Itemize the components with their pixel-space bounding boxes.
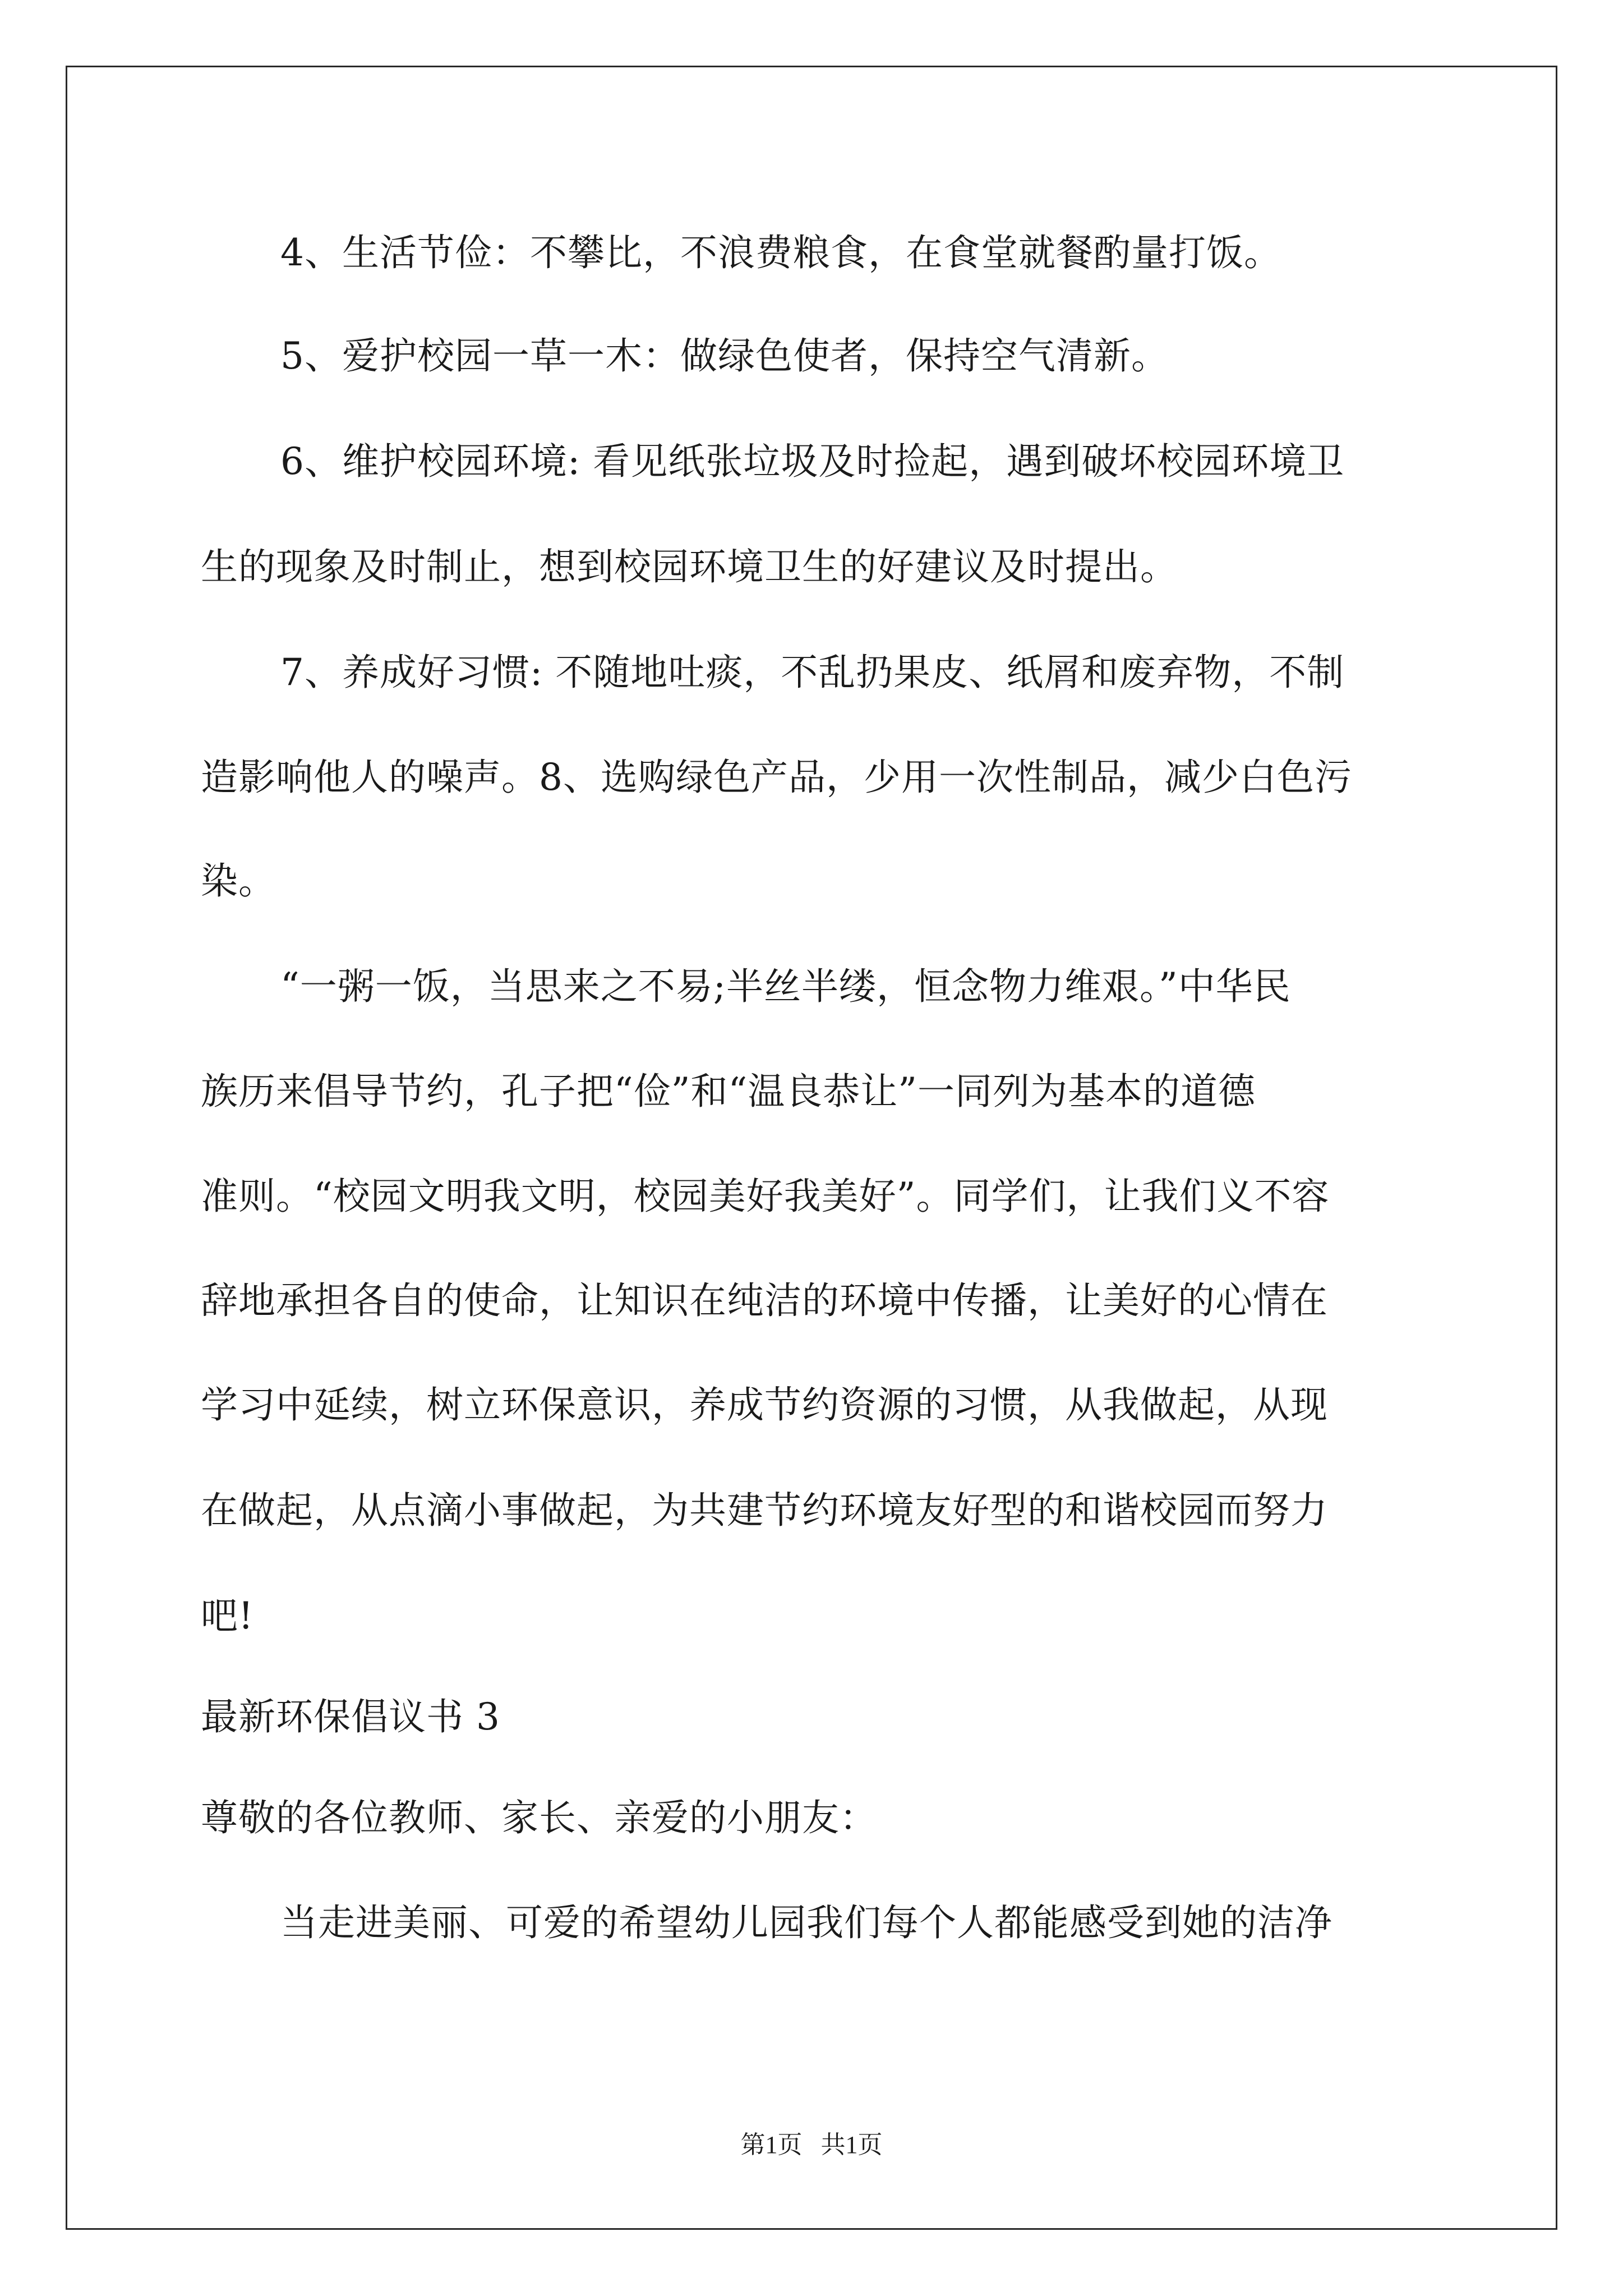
text-line-10: 准则。“校园文明我文明，校园美好我美好”。同学们，让我们义不容	[201, 1175, 1330, 1218]
text-line-4: 生的现象及时制止，想到校园环境卫生的好建议及时提出。	[201, 545, 1178, 588]
salutation-line: 尊敬的各位教师、家长、亲爱的小朋友：	[201, 1796, 877, 1839]
text-line-12: 学习中延续，树立环保意识，养成节约资源的习惯，从我做起，从现	[201, 1383, 1328, 1427]
text-line-7: 染。	[201, 859, 276, 903]
text-line-6: 造影响他人的噪声。8、选购绿色产品，少用一次性制品，减少白色污	[201, 756, 1352, 799]
page-footer: 第1页 共1页	[740, 2131, 883, 2159]
text-line-5: 7、养成好习惯: 不随地吐痰，不乱扔果皮、纸屑和废弃物，不制	[280, 651, 1345, 694]
text-line-3: 6、维护校园环境: 看见纸张垃圾及时捡起，遇到破坏校园环境卫	[280, 440, 1345, 483]
text-line-8: “一粥一饭，当思来之不易;半丝半缕，恒念物力维艰。”中华民	[280, 965, 1291, 1008]
text-line-1: 4、生活节俭：不攀比，不浪费粮食，在食堂就餐酌量打饭。	[280, 231, 1281, 274]
text-line-13: 在做起，从点滴小事做起，为共建节约环境友好型的和谐校园而努力	[201, 1489, 1328, 1532]
text-line-14: 吧!	[201, 1594, 254, 1637]
text-line-17: 当走进美丽、可爱的希望幼儿园我们每个人都能感受到她的洁净	[280, 1901, 1332, 1944]
section-heading: 最新环保倡议书 3	[201, 1695, 500, 1738]
text-line-2: 5、爱护校园一草一木：做绿色使者，保持空气清新。	[280, 334, 1169, 378]
text-line-9: 族历来倡导节约，孔子把“俭”和“温良恭让”一同列为基本的道德	[201, 1070, 1256, 1113]
text-line-11: 辞地承担各自的使命，让知识在纯洁的环境中传播，让美好的心情在	[201, 1279, 1328, 1322]
